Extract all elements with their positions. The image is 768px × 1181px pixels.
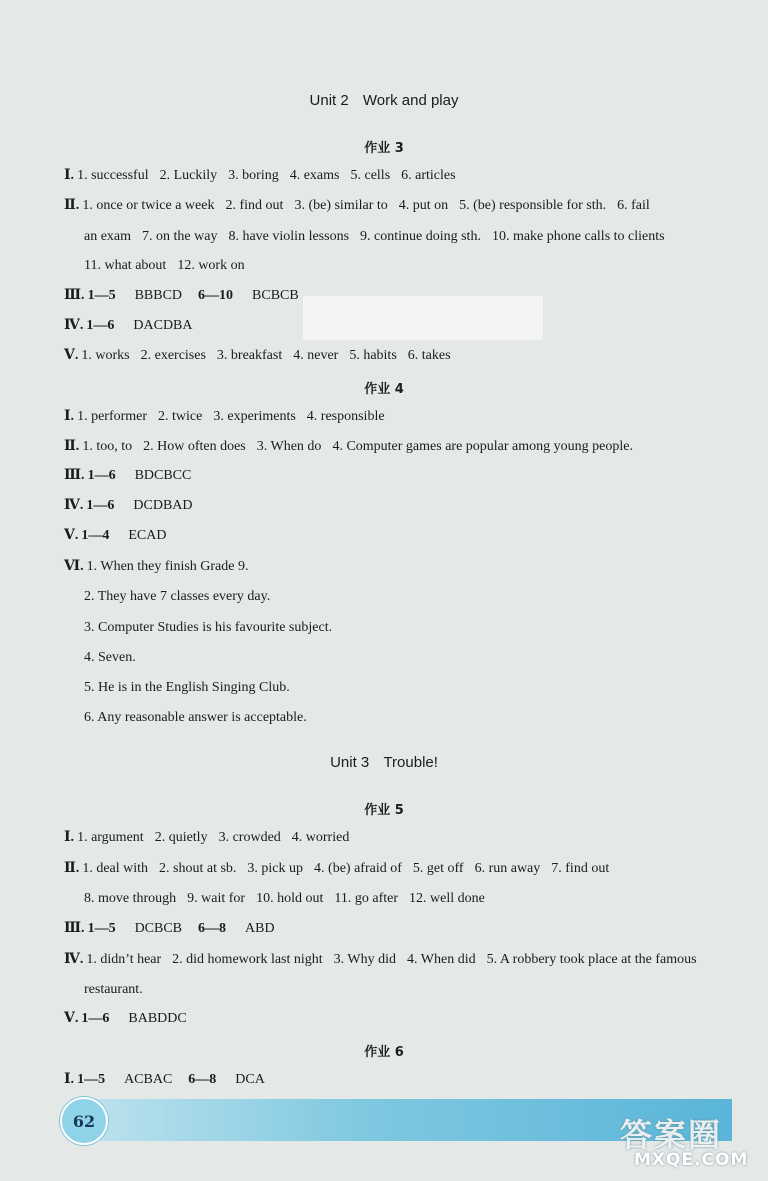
unit-2-label: Unit 2 — [309, 92, 349, 109]
answer-item: 5. (be) responsible for sth. — [459, 198, 607, 213]
answer-letters: ECAD — [128, 528, 167, 543]
hw3-section-3 — [64, 287, 299, 305]
section-number: Ⅳ. — [64, 952, 84, 967]
hw4-section-6-item-1 — [64, 558, 248, 576]
answer-item: 12. work on — [177, 258, 245, 273]
answer-item: 2. quietly — [154, 830, 208, 845]
section-number: Ⅱ. — [64, 198, 80, 213]
section-number: Ⅰ. — [64, 168, 75, 183]
section-number: Ⅱ. — [64, 439, 80, 454]
hw4-section-4 — [64, 497, 193, 515]
answer-item: 6. takes — [407, 348, 451, 363]
hw3-section-4 — [64, 317, 193, 335]
answer-item: 6. articles — [401, 168, 456, 183]
answer-item: 9. wait for — [187, 891, 246, 906]
homework-5-title: 作业 5 — [364, 803, 404, 818]
answer-item: 3. (be) similar to — [294, 198, 388, 213]
section-number: Ⅵ. — [64, 559, 84, 574]
section-number: Ⅲ. — [64, 468, 85, 483]
question-range: 1—5 — [77, 1072, 106, 1087]
redaction-box — [303, 296, 543, 340]
answer-item: 3. Why did — [333, 952, 397, 967]
hw4-section-2 — [64, 438, 633, 456]
question-range: 6—10 — [198, 288, 234, 303]
hw3-section-2-line-1 — [64, 197, 650, 215]
answer-letters: DACDBA — [133, 318, 193, 333]
hw4-section-1 — [64, 408, 385, 426]
answer-item: 1. argument — [77, 830, 144, 845]
answer-item: 4. responsible — [306, 409, 385, 424]
hw4-section-6-item-2: 2. They have 7 classes every day. — [84, 589, 271, 604]
unit-3-title — [0, 754, 768, 771]
homework-4-title: 作业 4 — [364, 382, 404, 397]
answer-item: 1. didn’t hear — [86, 952, 162, 967]
unit-2-title — [0, 92, 768, 109]
answer-letters: BCBCB — [252, 288, 299, 303]
answer-item: 1. deal with — [82, 861, 149, 876]
answer-item: 4. (be) afraid of — [314, 861, 402, 876]
question-range: 6—8 — [188, 1072, 217, 1087]
question-range: 1—5 — [87, 288, 116, 303]
answer-item: 4. worried — [291, 830, 350, 845]
hw3-section-1 — [64, 167, 456, 185]
hw3-section-5 — [64, 347, 451, 365]
answer-item: 11. what about — [84, 258, 167, 273]
answer-item: 2. How often does — [143, 439, 246, 454]
answer-item: 8. move through — [84, 891, 177, 906]
answer-item: 1. performer — [77, 409, 148, 424]
answer-item: 3. pick up — [247, 861, 304, 876]
section-number: Ⅴ. — [64, 1011, 79, 1026]
answer-item: 4. Computer games are popular among young people. — [332, 439, 633, 454]
answer-item: 1. once or twice a week — [82, 198, 215, 213]
hw4-section-6-item-6: 6. Any reasonable answer is acceptable. — [84, 710, 307, 725]
answer-item: 1. works — [81, 348, 130, 363]
page-number: 62 — [72, 1111, 96, 1131]
answer-letters: DCA — [235, 1072, 265, 1087]
answer-item: 3. boring — [228, 168, 279, 183]
section-number: Ⅰ. — [64, 409, 75, 424]
section-number: Ⅲ. — [64, 288, 85, 303]
question-range: 1—6 — [86, 318, 115, 333]
answer-item: 6. fail — [617, 198, 650, 213]
answer-item: 7. on the way — [142, 229, 218, 244]
section-number: Ⅱ. — [64, 861, 80, 876]
answer-item: 8. have violin lessons — [228, 229, 350, 244]
answer-item: 6. run away — [474, 861, 541, 876]
unit-3-label: Unit 3 — [330, 754, 370, 771]
answer-item: 3. When do — [256, 439, 322, 454]
unit-2-name: Work and play — [362, 92, 459, 109]
question-range: 1—4 — [81, 528, 110, 543]
hw4-section-6-item-3: 3. Computer Studies is his favourite subject. — [84, 620, 333, 635]
page-number-badge — [60, 1097, 108, 1145]
answer-item: an exam — [84, 229, 132, 244]
hw6-section-1 — [64, 1071, 265, 1089]
hw3-section-2-line-2 — [84, 228, 665, 246]
answer-item: 1. successful — [77, 168, 149, 183]
answer-letters: BBBCD — [134, 288, 183, 303]
answer-item: 1. When they finish Grade 9. — [86, 559, 249, 574]
answer-item: 4. exams — [289, 168, 340, 183]
hw5-section-2-line-1 — [64, 860, 609, 878]
answer-item: 1. too, to — [82, 439, 133, 454]
answer-item: 2. Luckily — [159, 168, 218, 183]
answer-item: 3. experiments — [213, 409, 296, 424]
answer-item: 4. never — [293, 348, 339, 363]
answer-item: 4. When did — [407, 952, 476, 967]
hw4-section-5 — [64, 527, 167, 545]
question-range: 1—6 — [81, 1011, 110, 1026]
question-range: 1—6 — [87, 468, 116, 483]
section-number: Ⅰ. — [64, 830, 75, 845]
answer-item: 7. find out — [551, 861, 610, 876]
answer-item: 5. get off — [412, 861, 464, 876]
answer-item: 2. did homework last night — [172, 952, 323, 967]
hw5-section-1 — [64, 829, 349, 847]
answer-item: 2. shout at sb. — [159, 861, 237, 876]
answer-item: 12. well done — [409, 891, 485, 906]
watermark-logo: 答案圈 — [620, 1116, 723, 1154]
hw5-section-4-line-2: restaurant. — [84, 982, 143, 997]
question-range: 1—6 — [86, 498, 115, 513]
answer-item: 2. find out — [225, 198, 284, 213]
answer-item: 2. twice — [158, 409, 203, 424]
answer-letters: DCBCB — [134, 921, 183, 936]
section-number: Ⅴ. — [64, 348, 79, 363]
answer-item: 9. continue doing sth. — [360, 229, 481, 244]
hw5-section-4-line-1 — [64, 951, 697, 969]
answer-letters: DCDBAD — [133, 498, 193, 513]
hw4-section-6-item-4: 4. Seven. — [84, 650, 136, 665]
answer-item: 10. hold out — [256, 891, 324, 906]
question-range: 1—5 — [87, 921, 116, 936]
homework-3-title: 作业 3 — [364, 141, 404, 156]
hw4-section-3 — [64, 467, 191, 485]
answer-letters: ABD — [245, 921, 275, 936]
answer-item: 3. crowded — [218, 830, 281, 845]
answer-item: 5. habits — [349, 348, 397, 363]
answer-letters: BABDDC — [128, 1011, 187, 1026]
answer-item: 5. A robbery took place at the famous — [486, 952, 697, 967]
answer-item: 2. exercises — [140, 348, 206, 363]
homework-6-title: 作业 6 — [364, 1045, 404, 1060]
answer-item: 10. make phone calls to clients — [491, 229, 665, 244]
answer-letters: ACBAC — [124, 1072, 173, 1087]
answer-item: 11. go after — [334, 891, 398, 906]
answer-letters: BDCBCC — [134, 468, 192, 483]
section-number: Ⅴ. — [64, 528, 79, 543]
unit-3-name: Trouble! — [383, 754, 438, 771]
section-number: Ⅲ. — [64, 921, 85, 936]
hw5-section-5 — [64, 1010, 187, 1028]
hw5-section-3 — [64, 920, 275, 938]
answer-item: 4. put on — [398, 198, 449, 213]
answer-item: 3. breakfast — [216, 348, 283, 363]
hw3-section-2-line-3 — [84, 257, 245, 275]
answer-item: 5. cells — [350, 168, 391, 183]
section-number: Ⅳ. — [64, 318, 84, 333]
hw4-section-6-item-5: 5. He is in the English Singing Club. — [84, 680, 290, 695]
question-range: 6—8 — [198, 921, 227, 936]
section-number: Ⅳ. — [64, 498, 84, 513]
hw5-section-2-line-2 — [84, 890, 485, 908]
watermark-url: MXQE.COM — [634, 1150, 749, 1170]
section-number: Ⅰ. — [64, 1072, 75, 1087]
